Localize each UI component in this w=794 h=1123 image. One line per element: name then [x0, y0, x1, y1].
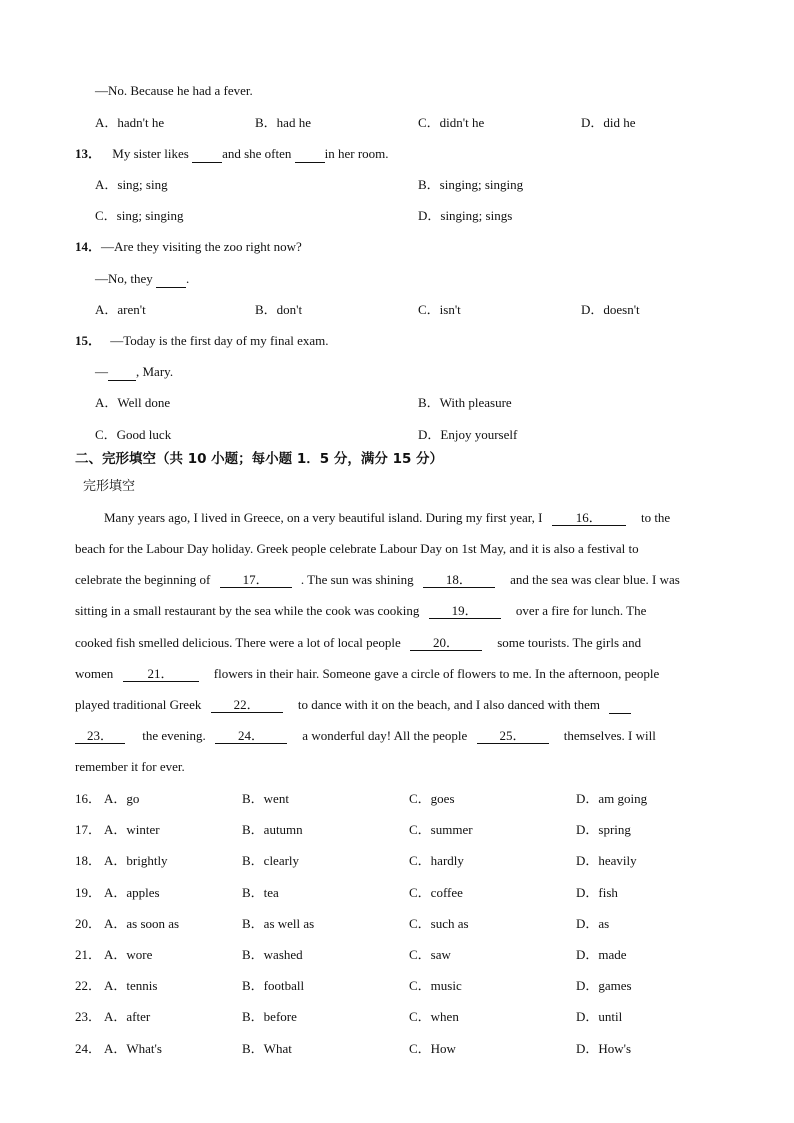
q14-reply [95, 271, 189, 288]
blank-24: 24． [215, 729, 287, 744]
blank-21: 21． [123, 667, 199, 682]
q12-option-d: D．did he [581, 115, 636, 130]
passage-text: cooked fish smelled delicious. There were a lot of local people [75, 635, 401, 650]
q14-number: 14． [75, 239, 102, 254]
option-a: A．What's [104, 1041, 162, 1056]
option-b: B．as well as [242, 916, 315, 931]
q15-reply-part-2: , Mary. [136, 364, 174, 379]
passage-line-4 [75, 603, 646, 619]
q14-option-d: D．doesn't [581, 302, 640, 317]
option-c: C．coffee [409, 885, 463, 900]
passage-line-7 [75, 697, 631, 714]
q12-option-b: B．had he [255, 115, 311, 130]
passage-text: to the [640, 510, 671, 525]
option-number: 19． [75, 885, 102, 900]
option-b: B．tea [242, 885, 279, 900]
q14-stem [75, 239, 302, 255]
q14-option-b: B．don't [255, 302, 303, 317]
q15-number: 15． [75, 333, 102, 348]
option-number: 18． [75, 853, 102, 868]
option-a: A．as soon as [104, 916, 180, 931]
option-b: B．clearly [242, 853, 300, 868]
blank-22: 22． [211, 698, 283, 713]
blank-20: 20． [410, 636, 482, 651]
option-c: C．such as [409, 916, 469, 931]
option-c: C．summer [409, 822, 473, 837]
q15-option-b: B．With pleasure [418, 395, 512, 410]
blank-18: 18． [423, 573, 495, 588]
option-a: A．tennis [104, 978, 158, 993]
q15-blank [108, 364, 136, 381]
q15-stem [75, 333, 329, 349]
option-d: D．How's [576, 1041, 632, 1056]
passage-text: Many years ago, I lived in Greece, on a very beautiful island. During my first year, I [104, 510, 543, 525]
passage-line-9: remember it for ever. [75, 759, 185, 774]
option-number: 20． [75, 916, 102, 931]
blank-25: 25． [477, 729, 549, 744]
passage-text: women [75, 666, 114, 681]
option-d: D．heavily [576, 853, 637, 868]
passage-text: played traditional Greek [75, 697, 202, 712]
q14-reply-part-1: —No, they [95, 271, 153, 286]
q14-option-a: A．aren't [95, 302, 146, 317]
q15-reply [95, 364, 173, 381]
q15-option-d: D．Enjoy yourself [418, 427, 518, 442]
option-b: B．before [242, 1009, 297, 1024]
passage-line-2: beach for the Labour Day holiday. Greek people celebrate Labour Day on 1st May, and it is also a festival to [75, 541, 639, 556]
option-a: A．wore [104, 947, 153, 962]
option-number: 17． [75, 822, 102, 837]
option-c: C．hardly [409, 853, 464, 868]
option-b: B．washed [242, 947, 303, 962]
q15-option-a: A．Well done [95, 395, 171, 410]
q13-stem [75, 146, 389, 163]
q12-answer-line: —No. Because he had a fever. [95, 83, 253, 98]
q13-option-b: B．singing; singing [418, 177, 524, 192]
option-d: D．spring [576, 822, 631, 837]
option-c: C．goes [409, 791, 455, 806]
blank-17: 17． [220, 573, 292, 588]
option-a: A．after [104, 1009, 151, 1024]
passage-text: to dance with it on the beach, and I also danced with them [297, 697, 600, 712]
q15-reply-part-1: — [95, 364, 108, 379]
option-c: C．music [409, 978, 462, 993]
passage-text: a wonderful day! All the people [302, 728, 468, 743]
q13-blank-1 [192, 146, 222, 163]
option-d: D．am going [576, 791, 648, 806]
q14-blank [156, 271, 186, 288]
q13-stem-part-2: and she often [222, 146, 292, 161]
option-a: A．brightly [104, 853, 168, 868]
passage-text: sitting in a small restaurant by the sea while the cook was cooking [75, 603, 420, 618]
q15-stem-text: —Today is the first day of my final exam. [110, 333, 329, 348]
section-subheading: 完形填空 [83, 479, 136, 494]
option-c: C．when [409, 1009, 459, 1024]
option-a: A．winter [104, 822, 160, 837]
q13-blank-2 [295, 146, 325, 163]
option-b: B．autumn [242, 822, 303, 837]
passage-text: themselves. I will [563, 728, 656, 743]
passage-line-1 [104, 510, 670, 526]
q14-reply-part-2: . [186, 271, 190, 286]
blank-16: 16． [552, 511, 626, 526]
q13-option-d: D．singing; sings [418, 208, 513, 223]
option-d: D．as [576, 916, 610, 931]
passage-line-3 [75, 572, 680, 588]
blank-19: 19． [429, 604, 501, 619]
passage-text: over a fire for lunch. The [515, 603, 647, 618]
option-a: A．go [104, 791, 140, 806]
option-c: C．How [409, 1041, 456, 1056]
passage-line-5 [75, 635, 641, 651]
passage-line-8 [75, 728, 656, 744]
q14-option-c: C．isn't [418, 302, 461, 317]
passage-text: and the sea was clear blue. I was [510, 572, 680, 587]
option-number: 23． [75, 1009, 102, 1024]
option-number: 16． [75, 791, 102, 806]
blank-23: 23． [75, 729, 125, 744]
passage-text: celebrate the beginning of [75, 572, 211, 587]
passage-text: some tourists. The girls and [497, 635, 642, 650]
option-a: A．apples [104, 885, 160, 900]
q13-number: 13． [75, 146, 102, 161]
q13-option-c: C．sing; singing [95, 208, 184, 223]
section-heading: 二、完形填空（共 10 小题；每小题 1．5 分，满分 15 分） [75, 451, 444, 467]
option-d: D．fish [576, 885, 618, 900]
passage-line-6 [75, 666, 659, 682]
passage-text: flowers in their hair. Someone gave a circle of flowers to me. In the afternoon, people [213, 666, 660, 681]
q15-option-c: C．Good luck [95, 427, 172, 442]
option-number: 22． [75, 978, 102, 993]
q12-option-a: A．hadn't he [95, 115, 165, 130]
q12-option-c: C．didn't he [418, 115, 485, 130]
option-b: B．football [242, 978, 305, 993]
passage-text: . The sun was shining [300, 572, 414, 587]
q13-stem-part-1: My sister likes [112, 146, 189, 161]
q13-stem-part-3: in her room. [324, 146, 389, 161]
option-c: C．saw [409, 947, 451, 962]
option-number: 21． [75, 947, 102, 962]
option-d: D．until [576, 1009, 623, 1024]
option-b: B．What [242, 1041, 292, 1056]
option-number: 24． [75, 1041, 102, 1056]
passage-text: the evening. [142, 728, 206, 743]
q13-option-a: A．sing; sing [95, 177, 168, 192]
option-d: D．games [576, 978, 632, 993]
blank-23-start [609, 697, 631, 714]
option-b: B．went [242, 791, 289, 806]
q14-stem-text: —Are they visiting the zoo right now? [101, 239, 302, 254]
option-d: D．made [576, 947, 627, 962]
